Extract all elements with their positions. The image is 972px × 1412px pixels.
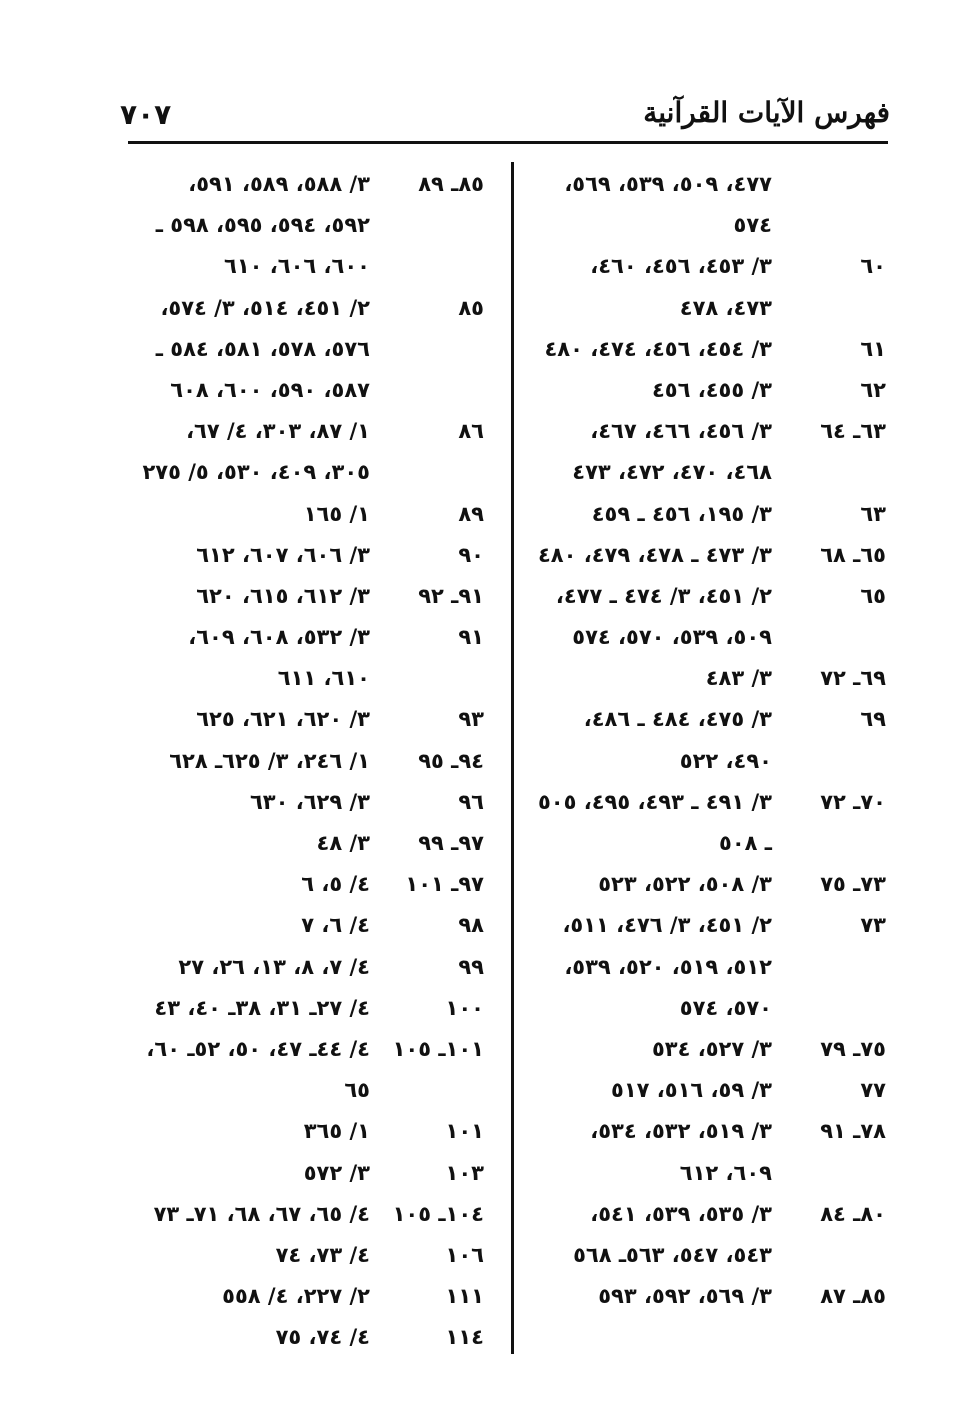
verse-number: ١٠٦ [445,1242,484,1267]
page-references: ٣/ ٤٥٣، ٤٥٦، ٤٦٠، [590,254,772,279]
index-row [128,864,490,905]
index-row [128,535,490,576]
index-row [128,370,490,411]
index-row [528,411,892,452]
page-references: ٦٠٠، ٦٠٦، ٦١٠ [224,254,370,279]
page-references: ٢/ ٢٢٧، ٤/ ٥٥٨ [222,1284,370,1309]
index-row [128,741,490,782]
verse-number: ٦٥ـ ٦٨ [820,542,886,567]
verse-number: ١١١ [445,1284,484,1309]
index-row [128,658,490,699]
index-row [528,329,892,370]
verse-number: ٧٧ [860,1078,886,1103]
page-references: ٢/ ٤٥١، ٣/ ٤٧٤ ـ ٤٧٧، [555,583,772,608]
verse-number: ٩٧ـ ٩٩ [418,831,484,855]
index-row [528,988,892,1029]
verse-number: ٩٣ [458,707,484,732]
verse-number: ٩٩ [458,954,484,979]
index-row [528,1070,892,1111]
page-references: ٢/ ٤٥١، ٣/ ٤٧٦، ٥١١، [562,913,772,938]
index-row [128,576,490,617]
page-references: ٣/ ٤٥٦، ٤٦٦، ٤٦٧، [590,419,772,444]
verse-number: ١٠٣ [445,1160,484,1185]
page-references: ٣/ ٥٩، ٥١٦، ٥١٧ [611,1078,772,1103]
index-row [528,617,892,658]
verse-number: ٦٠ [860,254,886,279]
page-references: ٣/ ٦١٢، ٦١٥، ٦٢٠ [196,583,370,608]
page-references: ٦٥ [344,1078,370,1103]
page-references: ٤/ ٧٣، ٧٤ [275,1242,370,1267]
index-row [128,494,490,535]
page-references: ٣/ ٥٦٩، ٥٩٢، ٥٩٣ [598,1284,772,1309]
page-references: ٤/ ٧، ٨، ١٣، ٢٦، ٢٧ [178,954,370,979]
page-references: ١/ ٢٤٦، ٣/ ٦٢٥ـ ٦٢٨ [169,748,370,773]
page-references: ٥٠٩، ٥٣٩، ٥٧٠، ٥٧٤ [572,625,772,650]
page-references: ٣/ ١٩٥، ٤٥٦ ـ ٤٥٩ [591,501,772,526]
verse-number: ٦٩ـ ٧٢ [820,666,886,691]
index-row [528,1153,892,1194]
index-row [128,1070,490,1111]
verse-number: ١٠١ـ ١٠٥ [392,1036,484,1061]
index-row [528,1029,892,1070]
page-references: ٣/ ٤٧٥، ٤٨٤ ـ ٤٨٦، [583,707,772,732]
page-references: ٣/ ٥٨٨، ٥٨٩، ٥٩١، [188,172,370,196]
page-references: ٣/ ٥٠٨، ٥٢٢، ٥٢٣ [598,872,772,897]
verse-number: ٩١ـ ٩٢ [418,583,484,608]
page-references: ١/ ١٦٥ [303,501,370,526]
verse-number: ٩٧ـ ١٠١ [405,872,484,897]
page-references: ١/ ٣٦٥ [303,1119,370,1144]
page-references: ٥٧٠، ٥٧٤ [679,995,772,1020]
page-references: ٣/ ٦٢٠، ٦٢١، ٦٢٥ [196,707,370,732]
verse-number: ٧٠ـ ٧٢ [820,789,886,814]
page-references: ٤/ ٦٥، ٦٧، ٦٨، ٧١ـ ٧٣ [153,1201,370,1226]
page-references: ٤/ ٤٤ـ ٤٧، ٥٠، ٥٢ـ ٦٠، [146,1036,370,1061]
page-references: ٣/ ٤٥٤، ٤٥٦، ٤٧٤، ٤٨٠ [544,336,772,361]
index-row [128,1235,490,1276]
index-row [128,1111,490,1152]
index-row [128,329,490,370]
index-row [528,452,892,493]
page-references: ٣/ ٤٧٣ ـ ٤٧٨، ٤٧٩، ٤٨٠ [537,542,772,567]
page-references: ٤٩٠، ٥٢٢ [679,748,772,773]
verse-number: ٩٠ [458,542,484,567]
verse-number: ٧٣ [860,913,886,938]
column-divider [511,162,514,1354]
index-row [128,699,490,740]
verse-number: ٨٩ [458,501,484,526]
index-row [528,658,892,699]
page-references: ـ ٥٠٨ [719,831,772,855]
page-references: ٦١٠، ٦١١ [277,666,370,691]
page-references: ٣/ ٥٢٧، ٥٣٤ [651,1036,772,1061]
index-row [128,782,490,823]
left-column [128,164,490,1358]
verse-number: ٩١ [458,625,484,650]
page-references: ٤/ ٢٧ـ ٣١، ٣٨ـ ٤٠، ٤٣ [154,995,370,1020]
index-row [128,1153,490,1194]
page-references: ٥٤٣، ٥٤٧، ٥٦٣ـ ٥٦٨ [573,1242,772,1267]
page-title: فهرس الآيات القرآنية [643,96,890,129]
page-references: ٣/ ٤٨٣ [705,666,772,691]
index-row [528,288,892,329]
index-row [128,947,490,988]
index-row [528,947,892,988]
verse-number: ٨٥ [458,295,484,320]
page-references: ٦٠٩، ٦١٢ [679,1160,772,1185]
index-row [528,246,892,287]
page-references: ٣/ ٦٠٦، ٦٠٧، ٦١٢ [196,542,370,567]
page-references: ٥٨٧، ٥٩٠، ٦٠٠، ٦٠٨ [170,377,370,402]
page-references: ٥٧٤ [733,213,772,238]
verse-number: ١٠٠ [445,995,484,1020]
index-row [128,1317,490,1358]
page-references: ٣/ ٤٨ [316,831,370,855]
page-references: ٤/ ٦، ٧ [301,913,370,938]
index-row [528,699,892,740]
page-header [120,92,890,140]
index-row [128,1029,490,1070]
page-references: ٤/ ٥، ٦ [301,872,370,897]
verse-number: ٩٦ [458,789,484,814]
verse-number: ١٠١ [445,1119,484,1144]
index-row [528,1194,892,1235]
index-row [528,164,892,205]
page-references: ٣/ ٥١٩، ٥٣٢، ٥٣٤، [590,1119,772,1144]
verse-number: ٧٣ـ ٧٥ [820,872,886,897]
index-row [128,411,490,452]
index-row [528,205,892,246]
verse-number: ٨٠ـ ٨٤ [820,1201,886,1226]
index-row [528,1235,892,1276]
index-row [528,905,892,946]
verse-number: ٦١ [860,336,886,361]
verse-number: ١١٤ [445,1325,484,1350]
verse-number: ٦٣ [860,501,886,526]
index-row [528,782,892,823]
index-row [128,452,490,493]
index-row [528,535,892,576]
page-references: ٥٧٦، ٥٧٨، ٥٨١، ٥٨٤ ـ [155,336,370,361]
index-row [128,988,490,1029]
verse-number: ٨٥ـ ٨٧ [820,1284,886,1309]
verse-number: ٦٣ـ ٦٤ [820,419,886,444]
index-row [128,905,490,946]
index-row [128,164,490,205]
header-rule [128,141,888,144]
verse-number: ٩٤ـ ٩٥ [418,748,484,773]
verse-number: ٦٥ [860,583,886,608]
index-row [528,864,892,905]
index-row [128,1194,490,1235]
page-references: ٣/ ٥٣٢، ٦٠٨، ٦٠٩، [188,625,370,650]
index-row [528,1276,892,1317]
index-row [528,370,892,411]
page-references: ٣/ ٦٢٩، ٦٣٠ [249,789,370,814]
index-row [128,823,490,864]
page-number: ٧٠٧ [120,98,172,131]
page-references: ١/ ٨٧، ٣٠٣، ٤/ ٦٧، [186,419,370,444]
index-row [528,823,892,864]
page-references: ٤٦٨، ٤٧٠، ٤٧٢، ٤٧٣ [572,460,772,485]
index-row [528,1111,892,1152]
page-references: ٣/ ٥٧٢ [303,1160,370,1185]
verse-number: ٧٨ـ ٩١ [820,1119,886,1144]
index-row [128,617,490,658]
page-references: ٥١٢، ٥١٩، ٥٢٠، ٥٣٩، [564,954,772,979]
page-references: ٣/ ٤٥٥، ٤٥٦ [651,377,772,402]
page-references: ٣٠٥، ٤٠٩، ٥٣٠، ٥/ ٢٧٥ [142,460,370,485]
right-column [528,164,892,1317]
index-row [128,1276,490,1317]
verse-number: ٦٩ [860,707,886,732]
index-row [128,205,490,246]
verse-number: ٩٨ [458,913,484,938]
index-row [128,288,490,329]
page-references: ٣/ ٥٣٥، ٥٣٩، ٥٤١، [590,1201,772,1226]
page-references: ٤٧٣، ٤٧٨ [679,295,772,320]
page-references: ٤/ ٧٤، ٧٥ [275,1325,370,1350]
index-row [528,494,892,535]
index-row [528,576,892,617]
page-references: ٥٩٢، ٥٩٤، ٥٩٥، ٥٩٨ ـ [155,213,370,238]
page-references: ٤٧٧، ٥٠٩، ٥٣٩، ٥٦٩، [564,172,772,196]
verse-number: ٦٢ [860,377,886,402]
index-row [128,246,490,287]
verse-number: ٧٥ـ ٧٩ [820,1036,886,1061]
page-references: ٣/ ٤٩١ ـ ٤٩٣، ٤٩٥، ٥٠٥ [537,789,772,814]
index-row [528,741,892,782]
verse-number: ٨٥ـ ٨٩ [418,172,484,196]
page-references: ٢/ ٤٥١، ٥١٤، ٣/ ٥٧٤، [160,295,370,320]
verse-number: ٨٦ [458,419,484,444]
verse-number: ١٠٤ـ ١٠٥ [392,1201,484,1226]
